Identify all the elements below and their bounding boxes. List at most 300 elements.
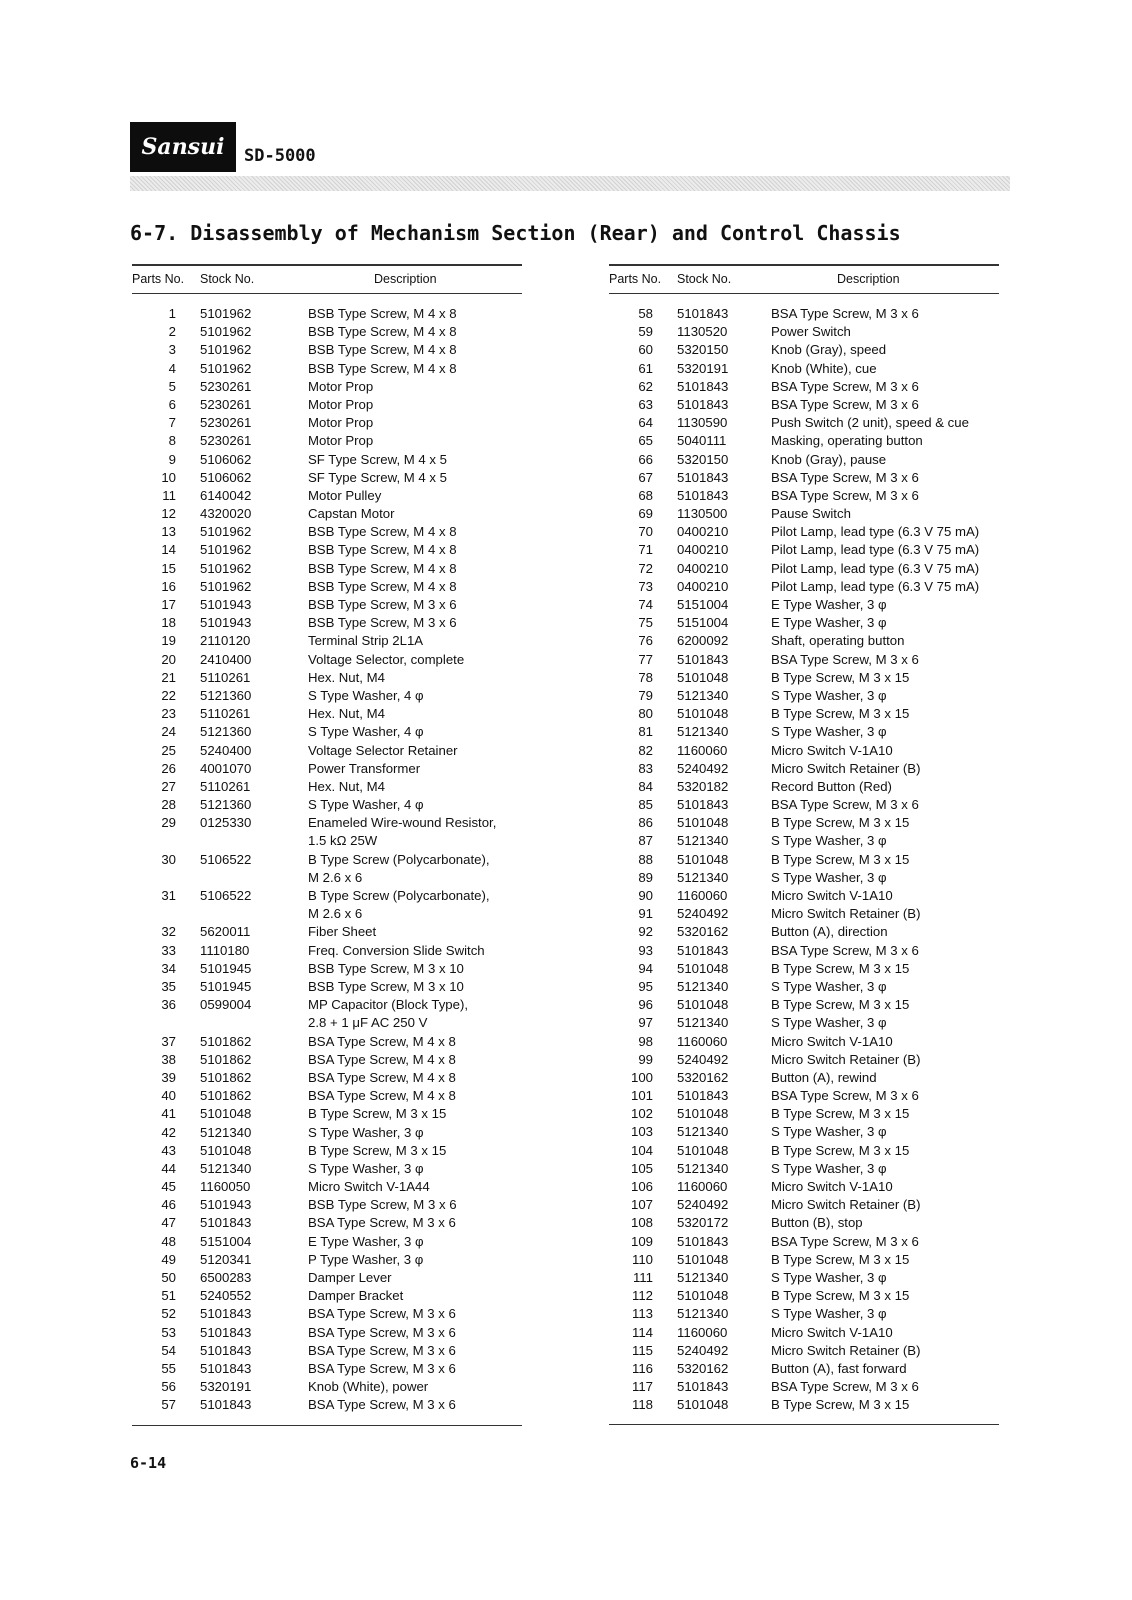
table-body — [609, 294, 999, 1418]
part-number: 46 — [161, 1197, 176, 1213]
part-number: 101 — [630, 1088, 653, 1104]
part-number: 83 — [638, 760, 653, 776]
stock-number: 1160060 — [677, 888, 728, 903]
part-number: 51 — [161, 1288, 176, 1304]
part-number: 13 — [161, 524, 176, 540]
part-number: 24 — [161, 724, 176, 740]
part-number: 52 — [161, 1306, 176, 1322]
stock-number: 5101843 — [677, 469, 729, 485]
table-row — [609, 1287, 999, 1305]
table-row — [132, 1178, 522, 1196]
stock-number: 5106522 — [200, 851, 252, 867]
part-number: 19 — [161, 633, 176, 649]
stock-number: 5121340 — [677, 687, 729, 703]
stock-number: 5101843 — [677, 1088, 729, 1104]
table-row — [609, 360, 999, 378]
part-number: 12 — [161, 506, 176, 522]
part-number: 4 — [168, 360, 176, 376]
table-row — [609, 705, 999, 723]
part-number: 55 — [161, 1360, 176, 1376]
part-description: B Type Screw, M 3 x 15 — [771, 706, 910, 722]
stock-number: 5121340 — [200, 1160, 252, 1176]
part-number: 66 — [638, 451, 653, 467]
stock-number: 5101862 — [200, 1069, 252, 1085]
part-number: 105 — [630, 1160, 653, 1176]
stock-number: 5101843 — [200, 1324, 252, 1340]
table-row — [609, 1342, 999, 1360]
table-row — [132, 1378, 522, 1396]
stock-number: 5320191 — [200, 1379, 252, 1395]
table-row — [609, 960, 999, 978]
model-number: SD-5000 — [244, 146, 316, 166]
part-number: 16 — [161, 578, 176, 594]
stock-number: 5320172 — [677, 1215, 729, 1231]
table-row — [609, 578, 999, 596]
part-description: BSA Type Screw, M 4 x 8 — [308, 1051, 456, 1067]
stock-number: 5101048 — [200, 1142, 252, 1158]
part-description: BSA Type Screw, M 3 x 6 — [771, 306, 919, 321]
part-number: 80 — [638, 706, 653, 722]
stock-number: 5240492 — [677, 1051, 729, 1067]
page-header — [130, 120, 1010, 194]
part-number: 61 — [638, 360, 653, 376]
part-number: 22 — [161, 687, 176, 703]
part-description: Micro Switch V-1A10 — [771, 1324, 893, 1340]
part-description: Pilot Lamp, lead type (6.3 V 75 mA) — [771, 578, 980, 594]
stock-number: 5101843 — [677, 1233, 729, 1249]
table-row — [132, 451, 522, 469]
part-description: S Type Washer, 3 φ — [771, 869, 887, 885]
part-number: 114 — [631, 1324, 653, 1340]
table-row — [609, 1305, 999, 1323]
table-row — [609, 760, 999, 778]
stock-number: 5320162 — [677, 924, 729, 940]
table-row — [132, 778, 522, 796]
part-number: 57 — [161, 1397, 176, 1413]
part-description: S Type Washer, 3 φ — [308, 1160, 424, 1176]
part-number: 32 — [161, 924, 176, 940]
stock-number: 5101048 — [200, 1106, 252, 1122]
table-row — [132, 1287, 522, 1305]
part-description: BSA Type Screw, M 3 x 6 — [308, 1342, 456, 1358]
table-row — [609, 378, 999, 396]
table-row — [132, 1324, 522, 1342]
part-number: 36 — [161, 997, 176, 1013]
stock-number: 5040111 — [677, 433, 727, 449]
part-number: 64 — [638, 415, 653, 431]
table-row — [609, 396, 999, 414]
table-row — [609, 651, 999, 669]
part-number: 2 — [168, 324, 176, 340]
table-row — [132, 923, 522, 941]
table-row — [609, 851, 999, 869]
part-description: Micro Switch Retainer (B) — [771, 906, 921, 922]
stock-number: 5101048 — [677, 1142, 729, 1158]
part-description: Micro Switch V-1A10 — [771, 888, 893, 903]
table-row — [132, 614, 522, 632]
table-row — [132, 742, 522, 760]
table-header — [132, 266, 522, 294]
table-row — [132, 360, 522, 378]
stock-number: 5101843 — [200, 1360, 252, 1376]
part-description: S Type Washer, 4 φ — [308, 724, 424, 740]
part-number: 20 — [161, 651, 176, 667]
part-description: B Type Screw, M 3 x 15 — [308, 1106, 447, 1122]
table-row — [132, 1233, 522, 1251]
part-description: Pilot Lamp, lead type (6.3 V 75 mA) — [771, 542, 980, 558]
part-description: Knob (White), cue — [771, 360, 877, 376]
part-description: Pause Switch — [771, 506, 851, 522]
part-number: 6 — [168, 396, 176, 412]
part-description: BSB Type Screw, M 4 x 8 — [308, 560, 457, 576]
table-row — [132, 1142, 522, 1160]
part-description: B Type Screw, M 3 x 15 — [771, 1288, 910, 1304]
part-description: BSA Type Screw, M 3 x 6 — [771, 651, 919, 667]
stock-number: 5101048 — [677, 997, 729, 1013]
table-body — [132, 294, 522, 1419]
part-description: BSA Type Screw, M 3 x 6 — [771, 1088, 919, 1104]
part-number: 89 — [638, 869, 653, 885]
part-description: BSB Type Screw, M 4 x 8 — [308, 324, 457, 340]
part-number: 11 — [162, 487, 176, 503]
table-row — [132, 505, 522, 523]
table-header — [609, 266, 999, 294]
stock-number: 5101843 — [677, 1379, 729, 1395]
part-description: B Type Screw (Polycarbonate), M 2.6 x 6 — [308, 888, 490, 922]
part-number: 77 — [638, 651, 653, 667]
table-row — [609, 1160, 999, 1178]
stock-number: 5121340 — [677, 869, 729, 885]
table-row — [132, 760, 522, 778]
stock-number: 5101843 — [677, 797, 729, 813]
part-number: 75 — [638, 615, 653, 631]
part-description: Knob (White), power — [308, 1379, 429, 1395]
part-number: 25 — [161, 742, 176, 758]
part-number: 7 — [168, 415, 176, 431]
table-row — [609, 669, 999, 687]
page-number: 6-14 — [130, 1454, 167, 1472]
stock-number: 5101843 — [677, 487, 729, 503]
part-number: 108 — [630, 1215, 653, 1231]
part-number: 111 — [632, 1269, 653, 1285]
table-row — [609, 505, 999, 523]
part-number: 118 — [631, 1397, 653, 1413]
table-row — [132, 341, 522, 359]
table-row — [609, 869, 999, 887]
table-row — [132, 723, 522, 741]
part-description: BSA Type Screw, M 4 x 8 — [308, 1088, 456, 1104]
stock-number: 5101048 — [677, 1288, 729, 1304]
stock-number: 5121340 — [677, 1015, 729, 1031]
part-description: Micro Switch V-1A10 — [771, 742, 893, 758]
table-row — [132, 1033, 522, 1051]
stock-number: 5106062 — [200, 451, 252, 467]
table-row — [132, 814, 522, 850]
part-number: 100 — [630, 1069, 653, 1085]
table-row — [132, 432, 522, 450]
part-description: B Type Screw, M 3 x 15 — [771, 1397, 910, 1413]
part-number: 92 — [638, 924, 653, 940]
stock-number: 5101943 — [200, 1197, 252, 1213]
stock-number: 5101048 — [677, 1106, 729, 1122]
part-description: BSB Type Screw, M 4 x 8 — [308, 524, 457, 540]
stock-number: 5110261 — [200, 669, 251, 685]
page-title: 6-7. Disassembly of Mechanism Section (Rear) and Control Chassis — [130, 221, 901, 245]
stock-number: 1160060 — [677, 1324, 728, 1340]
stock-number: 5121340 — [677, 724, 729, 740]
part-description: B Type Screw, M 3 x 15 — [308, 1142, 447, 1158]
part-number: 37 — [161, 1033, 176, 1049]
table-row — [609, 487, 999, 505]
stock-number: 5121340 — [200, 1124, 252, 1140]
stock-number: 5101962 — [200, 578, 252, 594]
part-description: E Type Washer, 3 φ — [771, 615, 887, 631]
part-number: 102 — [630, 1106, 653, 1122]
table-row — [132, 560, 522, 578]
part-number: 58 — [638, 306, 653, 321]
part-number: 60 — [638, 342, 653, 358]
stock-number: 5101843 — [677, 651, 729, 667]
table-row — [609, 541, 999, 559]
part-description: B Type Screw, M 3 x 15 — [771, 1106, 910, 1122]
stock-number: 5101843 — [677, 396, 729, 412]
col-stock-no: Stock No. — [677, 272, 732, 286]
table-row — [132, 996, 522, 1032]
part-description: Fiber Sheet — [308, 924, 377, 940]
stock-number: 5101945 — [200, 960, 252, 976]
table-row — [609, 596, 999, 614]
stock-number: 0400210 — [677, 560, 729, 576]
table-row — [609, 1123, 999, 1141]
part-description: B Type Screw, M 3 x 15 — [771, 815, 910, 831]
stock-number: 5151004 — [677, 615, 729, 631]
table-row — [609, 942, 999, 960]
table-row — [132, 1305, 522, 1323]
stock-number: 5101962 — [200, 306, 252, 321]
part-description: Voltage Selector, complete — [308, 651, 465, 667]
table-row — [609, 1178, 999, 1196]
part-number: 73 — [638, 578, 653, 594]
stock-number: 5121340 — [677, 1124, 729, 1140]
stock-number: 5101843 — [200, 1397, 252, 1413]
stock-number: 5320162 — [677, 1069, 729, 1085]
table-row — [609, 1142, 999, 1160]
stock-number: 1130520 — [677, 324, 728, 340]
part-number: 97 — [638, 1015, 653, 1031]
stock-number: 6140042 — [200, 487, 252, 503]
part-description: BSB Type Screw, M 3 x 10 — [308, 978, 464, 994]
part-description: E Type Washer, 3 φ — [771, 597, 887, 612]
parts-table-right — [609, 264, 999, 1425]
stock-number: 1130590 — [677, 415, 728, 431]
stock-number: 5101943 — [200, 597, 252, 612]
stock-number: 5151004 — [200, 1233, 252, 1249]
part-number: 93 — [638, 942, 653, 958]
part-description: S Type Washer, 3 φ — [771, 1160, 887, 1176]
part-description: S Type Washer, 3 φ — [771, 1306, 887, 1322]
table-row — [609, 1105, 999, 1123]
table-row — [609, 1269, 999, 1287]
stock-number: 2110120 — [200, 633, 251, 649]
table-row — [132, 978, 522, 996]
part-description: BSA Type Screw, M 4 x 8 — [308, 1033, 456, 1049]
stock-number: 5320182 — [677, 778, 729, 794]
part-number: 65 — [638, 433, 653, 449]
part-description: E Type Washer, 3 φ — [308, 1233, 424, 1249]
part-description: BSB Type Screw, M 4 x 8 — [308, 306, 457, 321]
stock-number: 5101862 — [200, 1051, 252, 1067]
table-row — [609, 614, 999, 632]
part-description: S Type Washer, 3 φ — [308, 1124, 424, 1140]
part-number: 30 — [161, 851, 176, 867]
part-number: 9 — [168, 451, 176, 467]
stock-number: 0400210 — [677, 578, 729, 594]
part-description: Terminal Strip 2L1A — [308, 633, 424, 649]
table-row — [132, 596, 522, 614]
part-number: 34 — [161, 960, 176, 976]
part-number: 1 — [168, 306, 176, 321]
part-description: BSA Type Screw, M 3 x 6 — [771, 378, 919, 394]
stock-number: 5101962 — [200, 360, 252, 376]
part-number: 103 — [630, 1124, 653, 1140]
table-row — [132, 1051, 522, 1069]
part-number: 68 — [638, 487, 653, 503]
part-description: Hex. Nut, M4 — [308, 706, 385, 722]
stock-number: 5121340 — [677, 833, 729, 849]
table-row — [609, 1396, 999, 1414]
table-row — [609, 905, 999, 923]
part-description: BSA Type Screw, M 4 x 8 — [308, 1069, 456, 1085]
table-row — [132, 323, 522, 341]
part-description: SF Type Screw, M 4 x 5 — [308, 469, 448, 485]
part-description: Micro Switch V-1A10 — [771, 1179, 893, 1194]
part-number: 3 — [168, 342, 176, 358]
table-row — [609, 414, 999, 432]
part-number: 59 — [638, 324, 653, 340]
table-row — [609, 832, 999, 850]
col-stock-no: Stock No. — [200, 272, 255, 286]
stock-number: 5230261 — [200, 415, 252, 431]
brand-logo: Sansui — [130, 122, 236, 172]
stock-number: 5101048 — [677, 1251, 729, 1267]
part-description: Knob (Gray), pause — [771, 451, 887, 467]
stock-number: 5240492 — [677, 1342, 729, 1358]
part-description: B Type Screw (Polycarbonate), M 2.6 x 6 — [308, 851, 490, 885]
table-row — [132, 1396, 522, 1414]
part-description: S Type Washer, 3 φ — [771, 1269, 887, 1285]
part-description: Button (A), rewind — [771, 1069, 877, 1085]
part-description: BSA Type Screw, M 3 x 6 — [308, 1215, 456, 1231]
table-row — [609, 1251, 999, 1269]
part-number: 14 — [161, 542, 176, 558]
part-description: Knob (Gray), speed — [771, 342, 887, 358]
part-number: 98 — [638, 1033, 653, 1049]
table-row — [609, 1360, 999, 1378]
part-description: BSB Type Screw, M 4 x 8 — [308, 360, 457, 376]
stock-number: 5101962 — [200, 560, 252, 576]
part-number: 95 — [638, 978, 653, 994]
part-number: 40 — [161, 1088, 176, 1104]
table-row — [609, 1051, 999, 1069]
part-description: Power Transformer — [308, 760, 421, 776]
table-row — [609, 1087, 999, 1105]
part-description: Micro Switch V-1A44 — [308, 1179, 430, 1195]
stock-number: 5101962 — [200, 342, 252, 358]
table-row — [132, 960, 522, 978]
table-row — [132, 578, 522, 596]
part-description: BSA Type Screw, M 3 x 6 — [308, 1360, 456, 1376]
table-row — [132, 378, 522, 396]
part-number: 56 — [161, 1379, 176, 1395]
part-number: 18 — [161, 615, 176, 631]
header-band — [130, 176, 1010, 191]
stock-number: 1130500 — [677, 506, 728, 522]
part-number: 91 — [638, 906, 653, 922]
part-description: BSA Type Screw, M 3 x 6 — [771, 487, 919, 503]
part-description: Freq. Conversion Slide Switch — [308, 942, 485, 958]
part-description: B Type Screw, M 3 x 15 — [771, 960, 910, 976]
part-description: P Type Washer, 3 φ — [308, 1251, 424, 1267]
part-description: Motor Prop — [308, 415, 374, 431]
part-number: 88 — [638, 851, 653, 867]
part-number: 21 — [161, 669, 176, 685]
stock-number: 5121340 — [677, 1269, 729, 1285]
table-row — [609, 451, 999, 469]
table-row — [609, 814, 999, 832]
table-row — [132, 887, 522, 923]
part-number: 72 — [638, 560, 653, 576]
part-number: 29 — [161, 815, 176, 831]
table-row — [609, 1196, 999, 1214]
stock-number: 0400210 — [677, 542, 729, 558]
table-row — [132, 1160, 522, 1178]
table-bottom-rule — [132, 1425, 522, 1426]
part-number: 5 — [168, 378, 176, 394]
stock-number: 5240492 — [677, 906, 729, 922]
table-bottom-rule — [609, 1424, 999, 1425]
stock-number: 5230261 — [200, 378, 252, 394]
table-row — [609, 341, 999, 359]
part-description: Micro Switch Retainer (B) — [771, 1197, 921, 1213]
part-number: 79 — [638, 687, 653, 703]
stock-number: 5320150 — [677, 451, 729, 467]
part-description: BSB Type Screw, M 3 x 10 — [308, 960, 464, 976]
part-number: 85 — [638, 797, 653, 813]
part-description: B Type Screw, M 3 x 15 — [771, 669, 910, 685]
part-description: Damper Bracket — [308, 1288, 404, 1304]
table-row — [132, 1214, 522, 1232]
stock-number: 5620011 — [200, 924, 251, 940]
part-number: 45 — [161, 1179, 176, 1195]
table-row — [132, 687, 522, 705]
stock-number: 5121360 — [200, 797, 252, 813]
part-description: Capstan Motor — [308, 506, 395, 522]
part-description: Damper Lever — [308, 1270, 392, 1285]
stock-number: 5110261 — [200, 706, 251, 722]
part-number: 35 — [161, 978, 176, 994]
stock-number: 5101862 — [200, 1088, 252, 1104]
table-row — [132, 1069, 522, 1087]
part-description: B Type Screw, M 3 x 15 — [771, 997, 910, 1013]
part-number: 96 — [638, 997, 653, 1013]
table-row — [609, 560, 999, 578]
part-description: Micro Switch V-1A10 — [771, 1033, 893, 1049]
stock-number: 5110261 — [200, 778, 251, 794]
part-number: 110 — [631, 1251, 653, 1267]
part-number: 84 — [638, 778, 653, 794]
stock-number: 5101048 — [677, 815, 729, 831]
table-row — [132, 1105, 522, 1123]
